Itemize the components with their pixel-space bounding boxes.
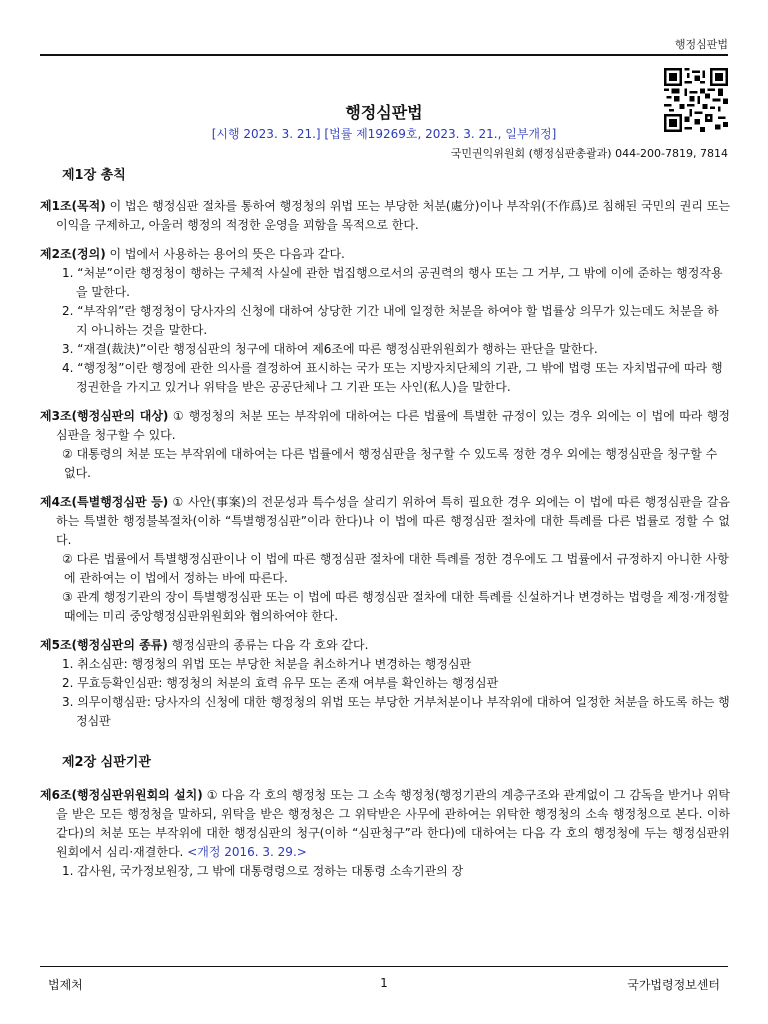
article-heading: 제4조(특별행정심판 등) — [40, 495, 169, 509]
footer-source: 법제처 — [48, 978, 83, 992]
list-item: 4. “행정청”이란 행정에 관한 의사를 결정하여 표시하는 국가 또는 지방자치단체의 기관, 그 밖에 법령 또는 자치법규에 따라 행정권한을 가지고 있거나 위탁을 받은 공공단체나 그 기관 또는 사인(私人)을 말한다. — [62, 361, 723, 394]
article-text: 이 법은 행정심판 절차를 통하여 행정청의 위법 또는 부당한 처분(處分)이나 부작위(不作爲)로 침해된 국민의 권리 또는 이익을 구제하고, 아울러 행정의 적정한 운영을 꾀함을 목적으로 한다. — [56, 199, 730, 232]
list-item: 1. 취소심판: 행정청의 위법 또는 부당한 처분을 취소하거나 변경하는 행정심판 — [62, 657, 472, 671]
article-3 — [40, 407, 730, 483]
article-4 — [40, 493, 730, 626]
article-1 — [40, 197, 730, 235]
article-6 — [40, 786, 730, 881]
paragraph: ② 다른 법률에서 특별행정심판이나 이 법에 따른 행정심판 절차에 대한 특례를 정한 경우에도 그 법률에서 규정하지 아니한 사항에 관하여는 이 법에서 정하는 바에 따른다. — [62, 552, 729, 585]
amendment-note[interactable]: <개정 2016. 3. 29.> — [187, 845, 307, 859]
header-rule — [40, 54, 728, 56]
article-heading: 제1조(목적) — [40, 199, 106, 213]
article-heading: 제3조(행정심판의 대상) — [40, 409, 169, 423]
footer-rule — [40, 966, 728, 967]
department-contact: 국민권익위원회 (행정심판총괄과) 044-200-7819, 7814 — [450, 147, 728, 160]
article-text: ① 행정청의 처분 또는 부작위에 대하여는 다른 법률에 특별한 규정이 있는 경우 외에는 이 법에 따라 행정심판을 청구할 수 있다. — [56, 409, 730, 442]
law-body — [40, 166, 730, 891]
document-title: 행정심판법 — [345, 103, 423, 122]
paragraph: ③ 관계 행정기관의 장이 특별행정심판 또는 이 법에 따른 행정심판 절차에 대한 특례를 신설하거나 변경하는 법령을 제정·개정할 때에는 미리 중앙행정심판위원회와 협의하여야 한다. — [62, 590, 729, 623]
enforcement-info: [시행 2023. 3. 21.] [법률 제19269호, 2023. 3. 21., 일부개정] — [211, 127, 557, 141]
paragraph: ② 대통령의 처분 또는 부작위에 대하여는 다른 법률에서 행정심판을 청구할 수 있도록 정한 경우 외에는 행정심판을 청구할 수 없다. — [62, 447, 718, 480]
list-item: 2. 무효등확인심판: 행정청의 처분의 효력 유무 또는 존재 여부를 확인하는 행정심판 — [62, 676, 499, 690]
article-5 — [40, 636, 730, 731]
article-text: ① 사안(事案)의 전문성과 특수성을 살리기 위하여 특히 필요한 경우 외에는 이 법에 따른 행정심판을 갈음하는 특별한 행정불복절차(이하 “특별행정심판”이라 한다)나 이 법에 따른 행정심판 절차에 대한 특례를 다른 법률로 정할 수 없다. — [56, 495, 730, 547]
footer-center-name: 국가법령정보센터 — [627, 978, 720, 992]
page-number: 1 — [380, 976, 388, 990]
chapter-1-heading: 제1장 총칙 — [62, 168, 126, 183]
list-item: 1. “처분”이란 행정청이 행하는 구체적 사실에 관한 법집행으로서의 공권력의 행사 또는 그 거부, 그 밖에 이에 준하는 행정작용을 말한다. — [62, 266, 723, 299]
article-text: ① 다음 각 호의 행정청 또는 그 소속 행정청(행정기관의 계층구조와 관계없이 그 감독을 받거나 위탁을 받은 모든 행정청을 말하되, 위탁을 받은 행정청은 그 위탁받은 사무에 관하여는 위탁한 행정청의 소속 행정청으로 본다. 이하 같다)의 처분 또는 부작위에 대한 행정심판의 청구(이하 “심판청구”라 한다)에 대하여는 다음 각 호의 행정청에 두는 행정심판위원회에서 심리·재결한다. — [56, 788, 730, 859]
chapter-2-heading: 제2장 심판기관 — [62, 755, 151, 770]
article-text: 행정심판의 종류는 다음 각 호와 같다. — [167, 638, 369, 652]
list-item: 3. “재결(裁決)”이란 행정심판의 청구에 대하여 제6조에 따른 행정심판위원회가 행하는 판단을 말한다. — [62, 342, 598, 356]
list-item: 1. 감사원, 국가정보원장, 그 밖에 대통령령으로 정하는 대통령 소속기관의 장 — [62, 864, 464, 878]
running-header: 행정심판법 — [674, 38, 728, 51]
article-text: 이 법에서 사용하는 용어의 뜻은 다음과 같다. — [105, 247, 345, 261]
list-item: 2. “부작위”란 행정청이 당사자의 신청에 대하여 상당한 기간 내에 일정한 처분을 하여야 할 법률상 의무가 있는데도 처분을 하지 아니하는 것을 말한다. — [62, 304, 719, 337]
article-heading: 제6조(행정심판위원회의 설치) — [40, 788, 203, 802]
list-item: 3. 의무이행심판: 당사자의 신청에 대한 행정청의 위법 또는 부당한 거부처분이나 부작위에 대하여 일정한 처분을 하도록 하는 행정심판 — [62, 695, 730, 728]
article-2 — [40, 245, 730, 397]
article-heading: 제5조(행정심판의 종류) — [40, 638, 168, 652]
article-heading: 제2조(정의) — [40, 247, 106, 261]
